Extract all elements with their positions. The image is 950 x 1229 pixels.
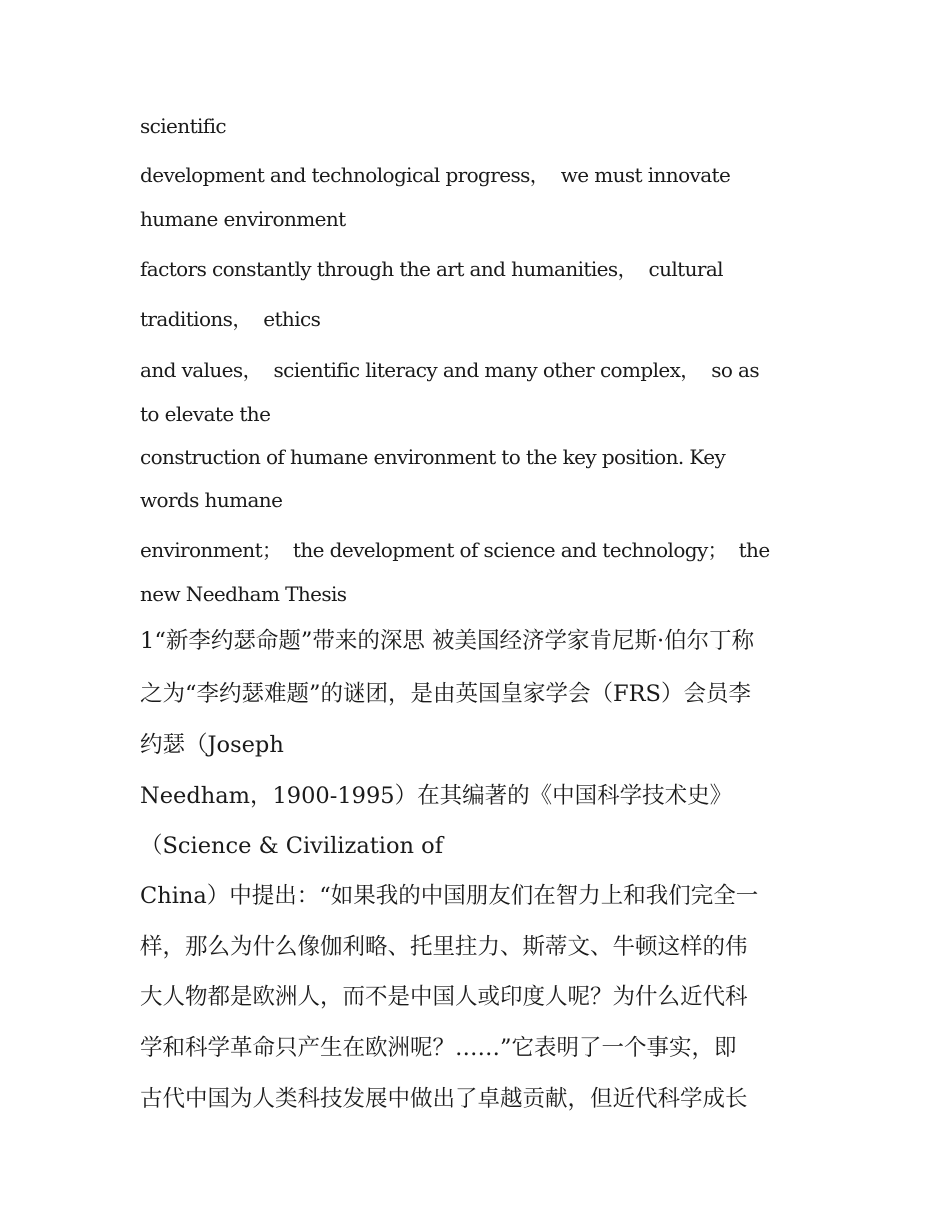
text-line: 学和科学革命只产生在欧洲呢？……”它表明了一个事实，即 (140, 1035, 737, 1061)
text-line: environment； the development of science and technology； the (140, 538, 770, 562)
text-line: 约瑟（Joseph (140, 732, 284, 758)
text-line: （Science & Civilization of (140, 833, 444, 859)
text-line: words humane (140, 488, 283, 512)
text-line: humane environment (140, 207, 346, 231)
text-line: China）中提出：“如果我的中国朋友们在智力上和我们完全一 (140, 883, 759, 909)
text-line: 样，那么为什么像伽利略、托里拄力、斯蒂文、牛顿这样的伟 (140, 934, 748, 960)
text-line: new Needham Thesis (140, 582, 347, 606)
text-line: construction of humane environment to the key position. Key (140, 445, 726, 469)
text-line: factors constantly through the art and humanities， cultural (140, 257, 723, 281)
text-line: 大人物都是欧洲人，而不是中国人或印度人呢？为什么近代科 (140, 984, 748, 1010)
text-line: development and technological progress， we must innovate (140, 163, 731, 187)
text-line: Needham，1900-1995）在其编著的《中国科学技术史》 (140, 783, 733, 809)
section-heading-line: 1“新李约瑟命题”带来的深思 被美国经济学家肯尼斯·伯尔丁称 (140, 628, 755, 654)
text-line: and values， scientific literacy and many other complex， so as (140, 358, 760, 382)
text-line: scientific (140, 114, 227, 138)
text-line: 之为“李约瑟难题”的谜团，是由英国皇家学会（FRS）会员李 (140, 681, 751, 707)
text-line: 古代中国为人类科技发展中做出了卓越贡献，但近代科学成长 (140, 1086, 748, 1112)
text-line: to elevate the (140, 402, 271, 426)
text-line: traditions， ethics (140, 307, 321, 331)
